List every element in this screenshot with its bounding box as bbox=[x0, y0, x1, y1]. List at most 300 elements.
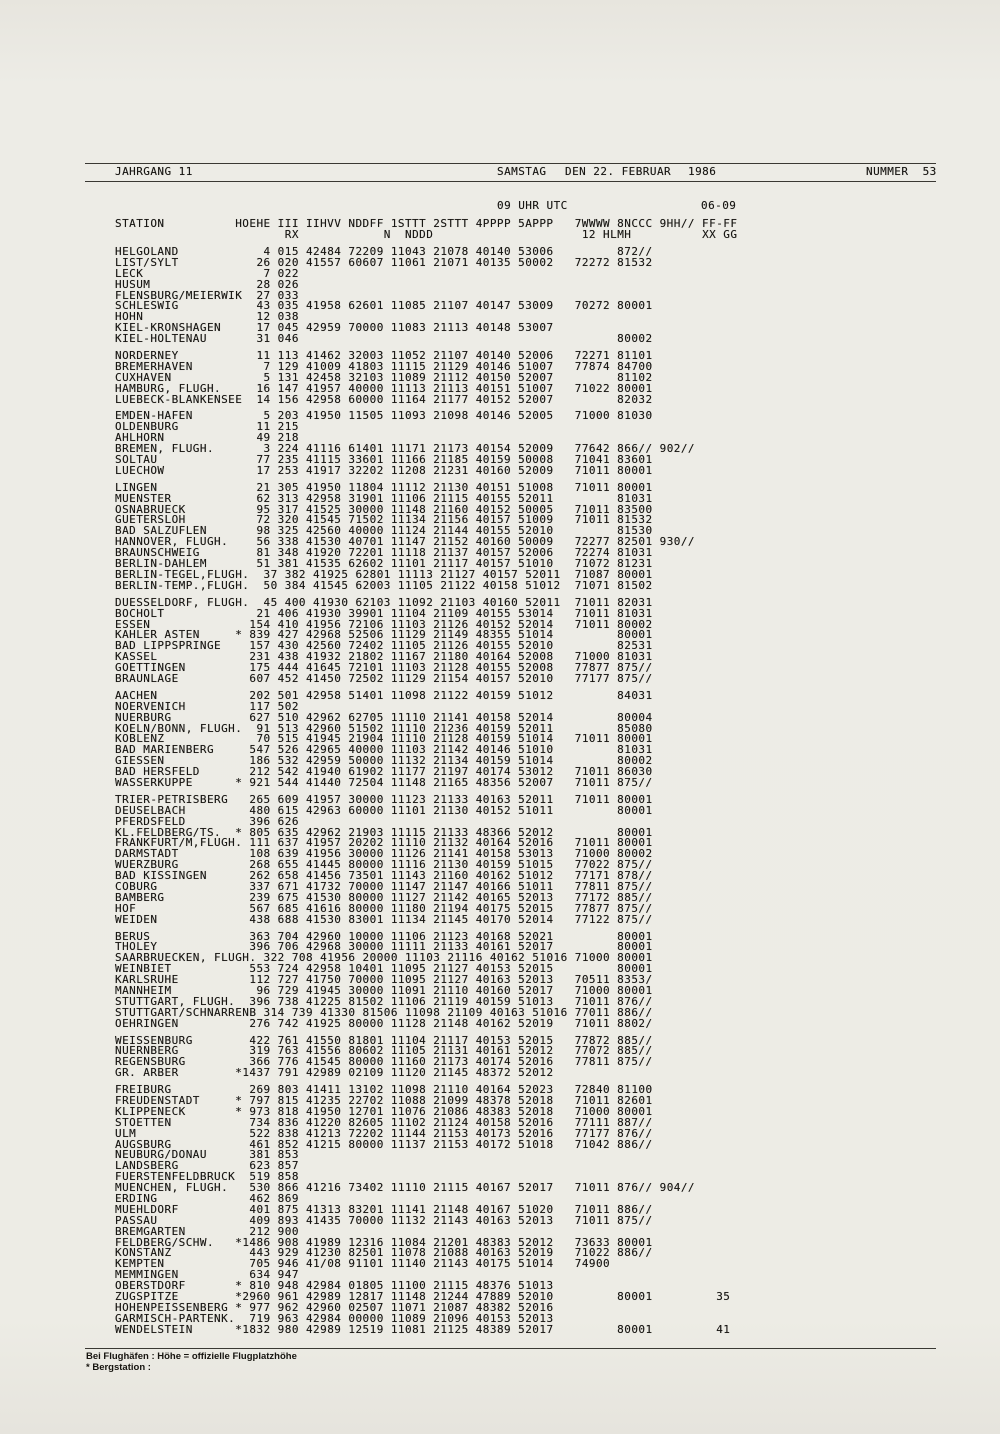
station-name: HUSUM bbox=[115, 277, 243, 291]
station-number: 815 bbox=[270, 1094, 299, 1108]
station-name: LIST/SYLT bbox=[115, 255, 243, 269]
synop-groups: 41530 80000 11127 21142 40165 52013 bbox=[298, 890, 554, 904]
synop-groups: 41957 20202 11110 21132 40164 52016 bbox=[298, 836, 554, 850]
synop-groups: 41956 30000 11126 21141 40158 53013 bbox=[298, 847, 554, 861]
station-name: BAD HERSFELD bbox=[115, 765, 243, 779]
station-height: 43 bbox=[242, 299, 271, 313]
station-height: 81 bbox=[242, 546, 271, 560]
station-number: 033 bbox=[270, 288, 299, 302]
station-number: 026 bbox=[270, 277, 299, 291]
station-height: 269 bbox=[242, 1083, 271, 1097]
station-height: 921 bbox=[242, 775, 271, 789]
ww-groups: 71011 80001 bbox=[574, 792, 653, 806]
ww-groups: 77811 875// bbox=[574, 1055, 653, 1069]
ww-groups: 80002 bbox=[574, 332, 653, 346]
synop-groups: 42958 10401 11095 21127 40153 52015 bbox=[298, 962, 554, 976]
pad bbox=[554, 409, 575, 422]
station-height: 276 bbox=[242, 1016, 271, 1030]
station-number: 675 bbox=[270, 890, 299, 904]
station-height: 265 bbox=[242, 792, 271, 806]
station-number: 658 bbox=[270, 869, 299, 883]
station-group bbox=[115, 792, 730, 926]
pad bbox=[433, 228, 582, 241]
col-xxgg-label: XX GG bbox=[702, 227, 738, 241]
ww-groups: 72271 81101 bbox=[574, 349, 653, 363]
synop-groups: 41525 30000 11148 21160 40152 50005 bbox=[298, 502, 554, 516]
station-name: BOCHOLT bbox=[115, 606, 243, 620]
station-name: KL.FELDBERG/TS. * bbox=[115, 825, 243, 839]
ww-groups: 77642 866// 902// bbox=[574, 442, 695, 456]
station-height: 734 bbox=[242, 1115, 271, 1129]
station-number: 313 bbox=[270, 491, 299, 505]
station-name: OEHRINGEN bbox=[115, 1016, 243, 1030]
station-name: WEISSENBURG bbox=[115, 1033, 243, 1047]
ww-groups: 77171 878// bbox=[574, 869, 653, 883]
station-number: 900 bbox=[270, 1224, 299, 1238]
ww-groups: 77177 875// bbox=[574, 671, 653, 685]
station-number: 609 bbox=[270, 792, 299, 806]
station-height: 797 bbox=[242, 1094, 271, 1108]
station-height: 810 bbox=[242, 1279, 271, 1293]
station-height: 157 bbox=[242, 639, 271, 653]
station-name: WENDELSTEIN * bbox=[115, 1322, 243, 1336]
ww-groups: 80001 bbox=[574, 940, 653, 954]
station-height: 366 bbox=[242, 1055, 271, 1069]
station-height: 111 bbox=[242, 836, 271, 850]
station-number: 147 bbox=[270, 381, 299, 395]
station-number: 438 bbox=[270, 650, 299, 664]
ww-groups: 77872 885// bbox=[574, 1033, 653, 1047]
station-height: 96 bbox=[242, 984, 271, 997]
ww-groups: 71011 80001 bbox=[574, 836, 653, 850]
ww-groups: 81031 bbox=[574, 491, 653, 505]
pad bbox=[554, 1181, 575, 1194]
column-header-row-2 bbox=[115, 227, 738, 241]
station-name: ZUGSPITZE * bbox=[115, 1290, 243, 1304]
station-number: 948 bbox=[270, 1279, 299, 1293]
synop-groups: 42484 72209 11043 21078 40140 53006 bbox=[298, 245, 554, 258]
station-height: 12 bbox=[242, 310, 271, 324]
station-height: 977 bbox=[242, 1300, 271, 1314]
station-number: 852 bbox=[270, 1137, 299, 1151]
synop-groups: 41435 70000 11132 21143 40163 52013 bbox=[298, 1213, 554, 1227]
station-name: BERUS bbox=[115, 929, 243, 943]
station-number: 838 bbox=[270, 1126, 299, 1140]
pad bbox=[631, 228, 702, 241]
station-number: 875 bbox=[270, 1202, 299, 1216]
ww-groups: 84031 bbox=[574, 688, 653, 702]
station-name: BAD LIPPSPRINGE bbox=[115, 639, 243, 653]
station-height: 396 bbox=[242, 814, 271, 828]
station-height: 11 bbox=[242, 420, 271, 434]
station-number: 708 bbox=[284, 951, 314, 965]
synop-groups: 41950 11804 11112 21130 40151 51008 bbox=[298, 480, 554, 494]
synop-groups: 41940 61902 11177 21197 40174 53012 bbox=[298, 765, 554, 779]
synop-groups: 41925 62801 11113 21127 40157 52011 bbox=[305, 567, 561, 581]
station-row bbox=[115, 775, 730, 789]
synop-groups: 41557 60607 11061 21071 40135 50002 bbox=[298, 255, 554, 269]
station-group bbox=[115, 929, 730, 1030]
station-height: 7 bbox=[242, 266, 271, 280]
synop-groups: 41462 32003 11052 21107 40140 52006 bbox=[298, 349, 554, 363]
station-group bbox=[115, 1033, 730, 1080]
station-name: NUERNBERG bbox=[115, 1044, 243, 1058]
station-name: KONSTANZ bbox=[115, 1246, 243, 1260]
station-name: LECK bbox=[115, 266, 243, 280]
synop-groups: 42989 12519 11081 21125 48389 52017 bbox=[298, 1322, 554, 1336]
ww-groups: 71000 80001 bbox=[574, 951, 653, 965]
synop-groups: 41732 70000 11147 21147 40166 51011 bbox=[298, 879, 554, 893]
synop-groups: 42968 30000 11111 21133 40161 52017 bbox=[298, 940, 554, 954]
synop-groups: 42962 62705 11110 21141 40158 52014 bbox=[298, 710, 554, 724]
station-height: 627 bbox=[242, 710, 271, 724]
station-number: 706 bbox=[270, 940, 299, 954]
station-name: WASSERKUPPE * bbox=[115, 775, 243, 789]
station-height: 462 bbox=[242, 1192, 271, 1206]
synop-groups: 41950 11505 11093 21098 40146 52005 bbox=[298, 409, 554, 423]
ww-groups: 77877 875// bbox=[574, 901, 653, 915]
pad bbox=[554, 464, 575, 477]
masthead-issue-number: NUMMER 53 bbox=[866, 165, 937, 178]
station-number: 320 bbox=[270, 513, 299, 527]
station-height: 37 bbox=[249, 567, 278, 581]
station-name: AACHEN bbox=[115, 688, 243, 702]
pad bbox=[653, 1323, 703, 1336]
station-number: 515 bbox=[270, 732, 299, 746]
station-name: BAMBERG bbox=[115, 890, 243, 904]
station-name: GIESSEN bbox=[115, 754, 243, 768]
station-height: 262 bbox=[242, 869, 271, 883]
station-number: 038 bbox=[270, 310, 299, 324]
synop-groups: 41/08 91101 11140 21143 40175 51014 bbox=[298, 1257, 554, 1271]
station-number: 688 bbox=[270, 912, 299, 926]
station-number: 946 bbox=[270, 1257, 299, 1271]
station-height: 16 bbox=[242, 381, 271, 395]
ww-groups: 71087 80001 bbox=[574, 567, 653, 581]
station-name: SAARBRUECKEN, FLUGH. bbox=[115, 951, 257, 965]
station-name: BAD KISSINGEN bbox=[115, 869, 243, 883]
station-name: FLENSBURG/MEIERWIK bbox=[115, 288, 243, 302]
station-height: 27 bbox=[242, 288, 271, 302]
station-height: 322 bbox=[256, 951, 285, 965]
station-number: 857 bbox=[270, 1159, 299, 1173]
synop-groups: 41950 12701 11076 21086 48383 52018 bbox=[298, 1104, 554, 1118]
col-n-label: N bbox=[383, 227, 391, 241]
station-height: 7 bbox=[242, 359, 271, 373]
station-name: KAHLER ASTEN * bbox=[115, 628, 243, 642]
station-height: 1832 bbox=[242, 1322, 271, 1336]
station-name: BERLIN-TEMP.,FLUGH. bbox=[115, 578, 250, 592]
station-name: DEUSELBACH bbox=[115, 803, 243, 817]
pad bbox=[554, 1214, 575, 1227]
station-height: 363 bbox=[242, 929, 271, 943]
station-height: 56 bbox=[242, 535, 271, 549]
station-name: GUETERSLOH bbox=[115, 513, 243, 527]
station-name: TRIER-PETRISBERG bbox=[115, 792, 243, 806]
synop-groups: 41957 40000 11113 21113 40151 51007 bbox=[298, 381, 554, 395]
station-number: 526 bbox=[270, 743, 299, 757]
station-name: OSNABRUECK bbox=[115, 502, 243, 516]
ww-groups: 82032 bbox=[574, 392, 653, 406]
station-name: AUGSBURG bbox=[115, 1137, 243, 1151]
station-group bbox=[115, 1085, 730, 1335]
station-number: 444 bbox=[270, 661, 299, 675]
station-group bbox=[115, 688, 730, 789]
col-hoehe-iii-label: HOEHE III bbox=[235, 217, 299, 230]
station-number: 501 bbox=[270, 688, 299, 702]
station-height: 50 bbox=[249, 578, 278, 592]
pad bbox=[299, 228, 384, 241]
station-name: KIEL-KRONSHAGEN bbox=[115, 321, 243, 335]
station-height: 239 bbox=[242, 890, 271, 904]
station-row bbox=[115, 392, 730, 406]
station-height: 72 bbox=[242, 513, 271, 527]
observation-period-label: 06-09 bbox=[701, 199, 737, 212]
synop-groups: 41456 73501 11143 21160 40162 51012 bbox=[298, 869, 554, 883]
synop-groups: 42962 21903 11115 21133 48366 52012 bbox=[298, 825, 554, 839]
station-name: STOETTEN bbox=[115, 1115, 243, 1129]
synop-groups: 42960 02507 11071 21087 48382 52016 bbox=[298, 1300, 554, 1314]
pad bbox=[653, 1290, 703, 1303]
station-name: BREMEN, FLUGH. bbox=[115, 442, 243, 456]
station-height: 77 bbox=[242, 453, 271, 467]
station-name: BAD MARIENBERG bbox=[115, 743, 243, 757]
ww-groups: 71011 875// bbox=[574, 1213, 653, 1227]
synop-groups: 41956 20000 11103 21116 40162 51016 bbox=[313, 951, 568, 965]
synop-groups: 41945 21904 11110 21128 40159 51014 bbox=[298, 732, 554, 746]
station-name: FREIBURG bbox=[115, 1083, 243, 1097]
station-name: AHLHORN bbox=[115, 431, 243, 445]
synop-groups: 42984 01805 11100 21115 48376 51013 bbox=[298, 1279, 554, 1293]
synop-groups: 41235 22702 11088 21099 48378 52018 bbox=[298, 1094, 554, 1108]
station-number: 853 bbox=[270, 1148, 299, 1162]
ww-groups: 71000 80002 bbox=[574, 847, 653, 861]
synop-groups: 41956 72106 11103 21126 40152 52014 bbox=[298, 617, 554, 631]
station-name: MUEHLDORF bbox=[115, 1202, 243, 1216]
station-name: BAD SALZUFLEN bbox=[115, 524, 243, 538]
station-number: 046 bbox=[270, 332, 299, 346]
station-name: KARLSRUHE bbox=[115, 973, 243, 987]
footer-note-airports: Bei Flughäfen : Höhe = offizielle Flugplatzhöhe bbox=[86, 1351, 297, 1362]
station-height: 2960 bbox=[242, 1290, 271, 1304]
station-name: PFERDSFELD bbox=[115, 814, 243, 828]
masthead-date: DEN 22. FEBRUAR bbox=[565, 165, 672, 178]
ww-groups: 72272 81532 bbox=[574, 255, 653, 269]
station-height: 17 bbox=[242, 463, 271, 477]
station-number: 542 bbox=[270, 765, 299, 779]
ww-groups: 77011 886// bbox=[574, 1005, 653, 1019]
station-number: 869 bbox=[270, 1192, 299, 1206]
pad bbox=[554, 804, 575, 817]
station-group bbox=[115, 595, 730, 685]
ww-groups: 80001 bbox=[574, 628, 653, 642]
station-number: 637 bbox=[270, 836, 299, 850]
synop-groups: 41917 32202 11208 21231 40160 52009 bbox=[298, 463, 554, 477]
station-name: MANNHEIM bbox=[115, 984, 243, 997]
station-name: FRANKFURT/M,FLUGH. bbox=[115, 836, 243, 850]
station-height: 175 bbox=[242, 661, 271, 675]
synop-groups: 41411 13102 11098 21110 40164 52023 bbox=[298, 1083, 554, 1097]
synop-groups: 41535 62602 11101 21117 40157 51010 bbox=[298, 557, 554, 571]
station-name: HAMBURG, FLUGH. bbox=[115, 381, 243, 395]
station-name: NUERBURG bbox=[115, 710, 243, 724]
station-height: 839 bbox=[242, 628, 271, 642]
ww-groups: 81530 bbox=[574, 524, 653, 538]
synop-groups: 42958 31901 11106 21115 40155 52011 bbox=[298, 491, 554, 505]
ww-groups: 71011 82031 bbox=[574, 595, 653, 609]
observation-time-label: 09 UHR UTC bbox=[497, 199, 568, 212]
station-height: 70 bbox=[242, 732, 271, 746]
station-number: 253 bbox=[270, 463, 299, 477]
synop-groups: 41750 70000 11095 21127 40163 52013 bbox=[298, 973, 554, 987]
station-height: 438 bbox=[242, 912, 271, 926]
station-number: 947 bbox=[270, 1268, 299, 1282]
station-number: 452 bbox=[270, 671, 299, 685]
synop-groups: 41116 61401 11171 21173 40154 52009 bbox=[298, 442, 554, 456]
station-row bbox=[115, 1016, 730, 1030]
station-number: 739 bbox=[284, 1005, 314, 1019]
synop-groups: 41957 30000 11123 21133 40163 52011 bbox=[298, 792, 554, 806]
station-height: 607 bbox=[242, 671, 271, 685]
pad bbox=[554, 913, 575, 926]
synop-groups: 41645 72101 11103 21128 40155 52008 bbox=[298, 661, 554, 675]
station-height: 28 bbox=[242, 277, 271, 291]
synop-groups: 41440 72504 11148 21165 48356 52007 bbox=[298, 775, 554, 789]
pad bbox=[554, 1017, 575, 1030]
ww-groups: 80004 bbox=[574, 710, 653, 724]
ww-groups: 77111 887// bbox=[574, 1115, 653, 1129]
station-height: 401 bbox=[242, 1202, 271, 1216]
station-height: 112 bbox=[242, 973, 271, 987]
station-name: HELGOLAND bbox=[115, 245, 243, 258]
pad bbox=[554, 1055, 575, 1068]
station-number: 776 bbox=[270, 1055, 299, 1069]
ww-groups: 70511 8353/ bbox=[574, 973, 653, 987]
station-number: 729 bbox=[270, 984, 299, 997]
pad bbox=[554, 776, 575, 789]
station-name: OBERSTDORF * bbox=[115, 1279, 243, 1293]
station-number: 635 bbox=[270, 825, 299, 839]
pad bbox=[554, 256, 575, 269]
station-height: 186 bbox=[242, 754, 271, 768]
station-name: THOLEY bbox=[115, 940, 243, 954]
ww-groups: 77072 885// bbox=[574, 1044, 653, 1058]
ww-groups: 71011 81532 bbox=[574, 513, 653, 527]
station-row bbox=[115, 463, 730, 477]
station-number: 400 bbox=[277, 595, 306, 609]
synop-groups: 41556 80602 11105 21131 40161 52012 bbox=[298, 1044, 554, 1058]
ww-groups: 71011 8802/ bbox=[574, 1016, 653, 1030]
synop-groups: 42959 70000 11083 21113 40148 53007 bbox=[298, 321, 554, 335]
station-table-body bbox=[115, 247, 730, 1342]
station-height: 396 bbox=[242, 940, 271, 954]
station-number: 963 bbox=[270, 1311, 299, 1325]
ff-value: 35 bbox=[702, 1290, 731, 1304]
ww-groups: 71000 81031 bbox=[574, 650, 653, 664]
station-name: PASSAU bbox=[115, 1213, 243, 1227]
station-name: FELDBERG/SCHW. * bbox=[115, 1235, 243, 1249]
station-height: 381 bbox=[242, 1148, 271, 1162]
pad bbox=[554, 299, 575, 312]
station-name: MEMMINGEN bbox=[115, 1268, 243, 1282]
station-number: 962 bbox=[270, 1300, 299, 1314]
station-name: BRAUNLAGE bbox=[115, 671, 243, 685]
station-height: 14 bbox=[242, 392, 271, 406]
station-height: 1437 bbox=[242, 1066, 271, 1080]
station-number: 929 bbox=[270, 1246, 299, 1260]
station-height: 21 bbox=[242, 480, 271, 494]
station-name: BRAUNSCHWEIG bbox=[115, 546, 243, 560]
station-height: 51 bbox=[242, 557, 271, 571]
synop-groups: 41213 72202 11144 21153 40173 52016 bbox=[298, 1126, 554, 1140]
station-height: 31 bbox=[242, 332, 271, 346]
station-number: 325 bbox=[270, 524, 299, 538]
station-name: STUTTGART, FLUGH. bbox=[115, 994, 243, 1008]
ww-groups: 80001 bbox=[574, 929, 653, 943]
station-name: KEMPTEN bbox=[115, 1257, 243, 1271]
ww-groups: 77877 875// bbox=[574, 661, 653, 675]
station-number: 704 bbox=[270, 929, 299, 943]
station-height: 268 bbox=[242, 858, 271, 872]
station-name: GOETTINGEN bbox=[115, 661, 243, 675]
station-height: 530 bbox=[242, 1181, 271, 1195]
station-number: 015 bbox=[270, 245, 299, 258]
station-number: 738 bbox=[270, 994, 299, 1008]
station-name: OLDENBURG bbox=[115, 420, 243, 434]
ww-groups: 71071 81502 bbox=[574, 578, 653, 592]
station-name: REGENSBURG bbox=[115, 1055, 243, 1069]
station-number: 235 bbox=[270, 453, 299, 467]
station-name: BERLIN-DAHLEM bbox=[115, 557, 243, 571]
station-number: 382 bbox=[277, 567, 306, 581]
station-height: 49 bbox=[242, 431, 271, 445]
station-number: 615 bbox=[270, 803, 299, 817]
station-height: 202 bbox=[242, 688, 271, 702]
station-name: LUECHOW bbox=[115, 463, 243, 477]
synop-groups: 42968 52506 11129 21149 48355 51014 bbox=[298, 628, 554, 642]
station-height: 480 bbox=[242, 803, 271, 817]
station-number: 381 bbox=[270, 557, 299, 571]
synop-groups: 41930 62103 11092 21103 40160 52011 bbox=[305, 595, 561, 609]
station-number: 639 bbox=[270, 847, 299, 861]
station-height: 314 bbox=[256, 1005, 285, 1019]
station-group bbox=[115, 351, 730, 405]
ww-groups: 77122 875// bbox=[574, 912, 653, 926]
station-name: HOHN bbox=[115, 310, 243, 324]
synop-groups: 41545 62003 11105 21122 40158 51012 bbox=[305, 578, 561, 592]
station-number: 215 bbox=[270, 420, 299, 434]
station-number: 406 bbox=[270, 606, 299, 620]
station-number: 156 bbox=[270, 392, 299, 406]
pad bbox=[299, 332, 575, 345]
station-row bbox=[115, 578, 730, 592]
pad bbox=[554, 393, 575, 406]
station-height: 21 bbox=[242, 606, 271, 620]
ww-groups: 74900 bbox=[574, 1257, 611, 1271]
synop-groups: 41932 21802 11167 21180 40164 52008 bbox=[298, 650, 554, 664]
station-number: 961 bbox=[270, 1290, 299, 1304]
synop-groups: 41215 80000 11137 21153 40172 51018 bbox=[298, 1137, 554, 1151]
ww-groups: 80001 bbox=[574, 1290, 653, 1304]
ww-groups: 71011 876// bbox=[574, 994, 653, 1008]
synop-groups: 41545 71502 11134 21156 40157 51009 bbox=[298, 513, 554, 527]
pad bbox=[554, 1257, 575, 1270]
station-number: 544 bbox=[270, 775, 299, 789]
station-number: 761 bbox=[270, 1033, 299, 1047]
synop-groups: 41530 83001 11134 21145 40170 52014 bbox=[298, 912, 554, 926]
synop-groups: 41930 39901 11104 21109 40155 53014 bbox=[298, 606, 554, 620]
station-number: 502 bbox=[270, 699, 299, 713]
